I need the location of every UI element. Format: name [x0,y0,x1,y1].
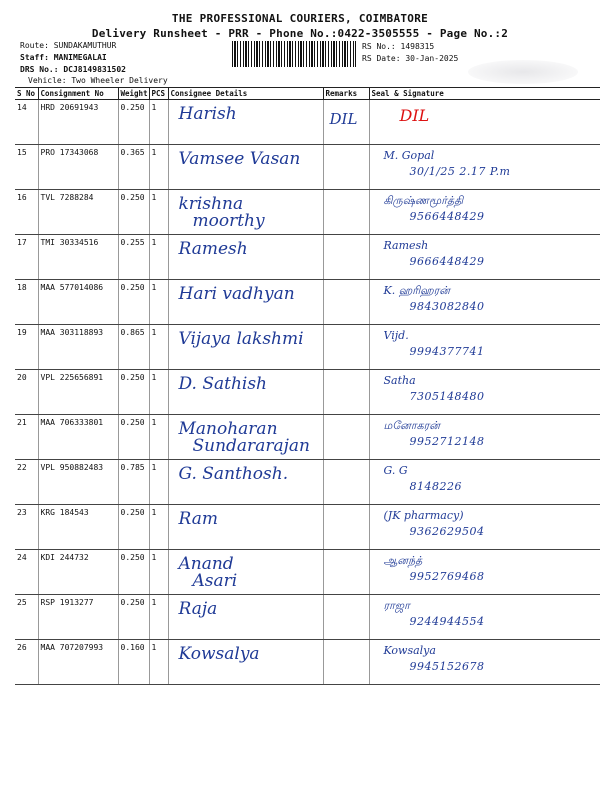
cell-pcs: 1 [149,595,168,640]
cell-remarks [323,460,369,505]
cell-remarks [323,280,369,325]
table-row [15,415,600,460]
consignee-name: Hari vadhyan [178,284,295,304]
consignee-handwriting [179,196,265,230]
rs-date: RS Date: 30-Jan-2025 [362,54,459,63]
consignee-name: D. Sathish [178,374,268,394]
cell-signature [369,235,600,280]
signature-name: (JK pharmacy) [383,509,464,522]
cell-signature [369,325,600,370]
consignee-handwriting [179,646,260,680]
table-body [15,100,600,685]
cell-pcs: 1 [149,325,168,370]
table-row [15,550,600,595]
cell-weight: 0.365 [118,145,149,190]
signature-name: K. ஹரிஹரன் [383,284,450,297]
cell-consignee [168,280,323,325]
rs-number: RS No.: 1498315 [362,42,435,51]
cell-weight: 0.255 [118,235,149,280]
runsheet-table [15,87,600,685]
cell-remarks [323,190,369,235]
cell-consignee [168,460,323,505]
signature-name: Satha [383,374,416,387]
signature-name: ராஜா [383,599,410,612]
signature-name: G. G [383,464,408,477]
cell-weight: 0.250 [118,280,149,325]
runsheet-subtitle: Delivery Runsheet - PRR - Phone No.:0422-3505555 - Page No.:2 [91,27,509,40]
signature-name: கிருஷ்ணமூர்த்தி [383,194,464,207]
cell-sno: 21 [15,415,38,460]
cell-pcs: 1 [149,460,168,505]
signature-phone: 9945152678 [409,660,485,673]
cell-sno: 23 [15,505,38,550]
consignee-handwriting [179,556,238,590]
cell-consignee [168,325,323,370]
table-row [15,280,600,325]
signature-phone: 9952769468 [409,570,485,583]
consignee-handwriting [179,511,218,545]
consignee-name: Raja [178,599,218,619]
col-header-sno: S No [15,88,38,100]
cell-sno: 26 [15,640,38,685]
consignee-name: G. Santhosh. [178,464,289,484]
signature-phone: 8148226 [409,480,462,493]
cell-consignee [168,550,323,595]
cell-weight: 0.250 [118,100,149,145]
cell-consignee [168,370,323,415]
remark-handwriting: DIL [329,110,358,128]
consignee-handwriting [179,286,295,320]
signature-phone: 9952712148 [409,435,485,448]
cell-consignment-no: MAA 303118893 [38,325,118,370]
cell-sno: 20 [15,370,38,415]
cell-pcs: 1 [149,100,168,145]
cell-pcs: 1 [149,370,168,415]
cell-sno: 16 [15,190,38,235]
drs-number: DRS No.: DCJ8149831502 [20,65,126,74]
consignee-name: Harish [178,104,237,124]
cell-remarks [323,100,369,145]
cell-weight: 0.250 [118,190,149,235]
vehicle-label: Vehicle: Two Wheeler Delivery [28,76,168,85]
cell-signature [369,640,600,685]
cell-sno: 17 [15,235,38,280]
cell-consignment-no: MAA 706333801 [38,415,118,460]
cell-consignment-no: MAA 707207993 [38,640,118,685]
consignee-handwriting [179,106,237,140]
consignee-name: Ramesh [178,239,248,259]
seal-text: DIL [399,106,430,125]
signature-phone: 9566448429 [409,210,485,223]
cell-pcs: 1 [149,640,168,685]
cell-sno: 19 [15,325,38,370]
consignee-handwriting [179,601,218,635]
cell-consignee [168,595,323,640]
cell-consignment-no: TMI 30334516 [38,235,118,280]
col-header-consignment: Consignment No [38,88,118,100]
col-header-signature: Seal & Signature [369,88,600,100]
consignee-name-line2: Asari [192,571,238,591]
staff-label: Staff: MANIMEGALAI [20,53,107,62]
cell-weight: 0.250 [118,505,149,550]
cell-signature [369,100,600,145]
cell-remarks [323,235,369,280]
cell-weight: 0.250 [118,370,149,415]
consignee-name: Manoharan [178,419,278,439]
cell-signature [369,145,600,190]
cell-sno: 24 [15,550,38,595]
col-header-weight: Weight [118,88,149,100]
cell-sno: 15 [15,145,38,190]
cell-consignment-no: RSP 1913277 [38,595,118,640]
col-header-remarks: Remarks [323,88,369,100]
table-row [15,190,600,235]
cell-weight: 0.785 [118,460,149,505]
signature-name: மனோகரன் [383,419,440,432]
table-row [15,595,600,640]
table-row [15,235,600,280]
route-label: Route: SUNDAKAMUTHUR [20,41,117,50]
consignee-name: Vamsee Vasan [178,149,301,169]
cell-pcs: 1 [149,550,168,595]
cell-remarks [323,550,369,595]
cell-consignee [168,505,323,550]
signature-phone: 30/1/25 2.17 P.m [409,165,511,178]
company-title: THE PROFESSIONAL COURIERS, COIMBATORE [171,12,429,25]
cell-consignee [168,145,323,190]
cell-consignee [168,415,323,460]
consignee-name: Kowsalya [178,644,260,664]
table-row [15,145,600,190]
consignee-name-line2: Sundararajan [192,436,310,456]
cell-remarks [323,325,369,370]
consignee-handwriting [179,376,268,410]
table-row [15,460,600,505]
cell-consignment-no: PRO 17343068 [38,145,118,190]
cell-signature [369,280,600,325]
cell-signature [369,460,600,505]
signature-name: M. Gopal [383,149,435,162]
cell-consignment-no: KDI 244732 [38,550,118,595]
consignee-handwriting [179,331,304,365]
cell-consignment-no: VPL 950882483 [38,460,118,505]
consignee-name: krishna [178,194,244,214]
cell-sno: 14 [15,100,38,145]
cell-pcs: 1 [149,235,168,280]
signature-phone: 9843082840 [409,300,485,313]
consignee-name: Ram [178,509,218,529]
cell-weight: 0.250 [118,550,149,595]
consignee-name: Anand [178,554,234,574]
cell-signature [369,595,600,640]
cell-pcs: 1 [149,280,168,325]
cell-consignment-no: TVL 7288284 [38,190,118,235]
cell-pcs: 1 [149,145,168,190]
consignee-handwriting [179,421,310,455]
cell-remarks [323,370,369,415]
cell-signature [369,415,600,460]
cell-sno: 25 [15,595,38,640]
barcode [232,41,356,67]
table-row [15,640,600,685]
signature-phone: 9362629504 [409,525,485,538]
cell-signature [369,505,600,550]
cell-weight: 0.160 [118,640,149,685]
cell-remarks [323,145,369,190]
cell-sno: 22 [15,460,38,505]
signature-phone: 9244944554 [409,615,485,628]
signature-name: Kowsalya [383,644,436,657]
table-header-row [15,88,600,100]
cell-signature [369,190,600,235]
cell-consignee [168,190,323,235]
signature-name: Ramesh [383,239,429,252]
cell-consignee [168,100,323,145]
col-header-pcs: PCS [149,88,168,100]
consignee-handwriting [179,151,301,185]
cell-pcs: 1 [149,190,168,235]
cell-consignee [168,235,323,280]
cell-remarks [323,595,369,640]
cell-weight: 0.250 [118,415,149,460]
table-row [15,370,600,415]
cell-remarks [323,640,369,685]
cell-pcs: 1 [149,505,168,550]
table-row [15,505,600,550]
consignee-name: Vijaya lakshmi [178,329,304,349]
cell-consignment-no: MAA 577014086 [38,280,118,325]
cell-weight: 0.250 [118,595,149,640]
cell-remarks [323,505,369,550]
consignee-handwriting [179,466,289,500]
cell-sno: 18 [15,280,38,325]
cell-consignee [168,640,323,685]
cell-consignment-no: KRG 184543 [38,505,118,550]
table-row [15,100,600,145]
cell-pcs: 1 [149,415,168,460]
faded-stamp [468,60,578,84]
consignee-handwriting [179,241,248,275]
signature-name: ஆனந்த் [383,554,423,567]
signature-phone: 9666448429 [409,255,485,268]
consignee-name-line2: moorthy [192,211,265,231]
cell-signature [369,370,600,415]
signature-phone: 9994377741 [409,345,485,358]
cell-weight: 0.865 [118,325,149,370]
cell-remarks [323,415,369,460]
cell-consignment-no: VPL 225656891 [38,370,118,415]
signature-name: Vijd. [383,329,409,342]
table-row [15,325,600,370]
col-header-consignee: Consignee Details [168,88,323,100]
signature-phone: 7305148480 [409,390,485,403]
cell-consignment-no: HRD 20691943 [38,100,118,145]
cell-signature [369,550,600,595]
